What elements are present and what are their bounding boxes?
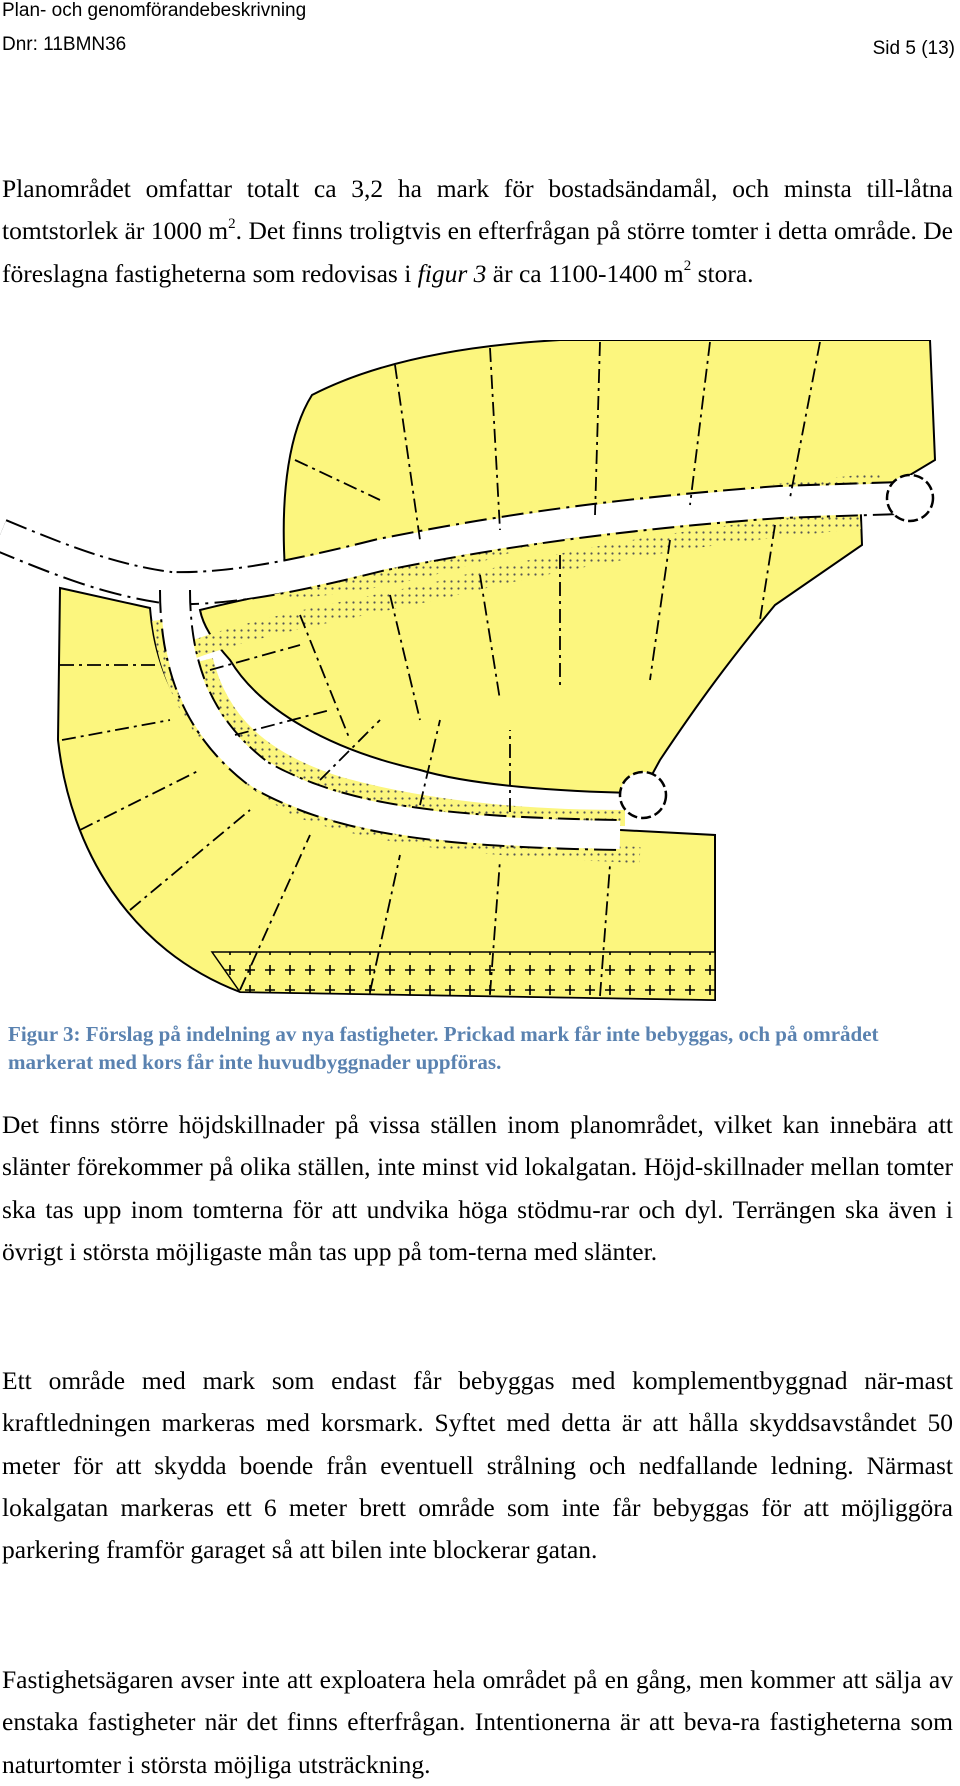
turning-circle-east	[887, 475, 933, 521]
superscript: 2	[228, 215, 236, 232]
figure-reference: figur 3	[417, 258, 487, 288]
paragraph-plan-area	[2, 168, 953, 295]
paragraph-text: . Det finns troligtvis en efterfrågan på större tomter i detta område. De föreslagna fastigheterna som redovisas i	[2, 216, 953, 288]
turning-circle-south	[620, 772, 666, 818]
paragraph-height-differences: Det finns större höjdskillnader på vissa ställen inom planområdet, vilket kan innebära att slänter förekommer på olika ställen, inte minst vid lokalgatan. Höjd-skillnader mellan tomter ska tas upp inom tomterna för att undvika höga stödmu-rar och dyl. Terrängen ska även i övrigt i största möjligaste mån tas upp på tom-terna med slänter.	[2, 1110, 953, 1266]
property-division-map	[0, 340, 960, 1015]
paragraph-text: är ca 1100-1400 m	[486, 258, 684, 288]
paragraph-text: Planområdet omfattar totalt ca 3,2 ha mark för bostadsändamål, och minsta till-låtna tomtstorlek är 1000 m	[2, 174, 953, 246]
document-title: Plan- och genomförandebeskrivning	[2, 0, 307, 21]
figure-caption: Figur 3: Förslag på indelning av nya fastigheter. Prickad mark får inte bebyggas, och på området markerat med kors får inte huvudbyggnader uppföras.	[8, 1022, 879, 1074]
paragraph-property-owner: Fastighetsägaren avser inte att exploatera hela området på en gång, men kommer att sälja av enstaka fastigheter när det finns efterfrågan. Intentionerna är att beva-ra fastigheterna som naturtomter i största möjliga utsträckning.	[2, 1665, 953, 1779]
paragraph-text: stora.	[691, 258, 754, 288]
paragraph-cross-marked-area: Ett område med mark som endast får bebyggas med komplementbyggnad när-mast kraftledningen markeras med korsmark. Syftet med detta är att hålla skyddsavståndet 50 meter för att skydda boende från eventuell strålning och nedfallande ledning. Närmast lokalgatan markeras ett 6 meter brett område som inte får bebyggas för att möjliggöra parkering framför garaget så att bilen inte blockerar gatan.	[2, 1366, 953, 1565]
page-number: Sid 5 (13)	[872, 38, 955, 59]
document-number: Dnr: 11BMN36	[2, 34, 127, 55]
cross-marked-area	[212, 952, 715, 1000]
superscript: 2	[683, 258, 692, 275]
